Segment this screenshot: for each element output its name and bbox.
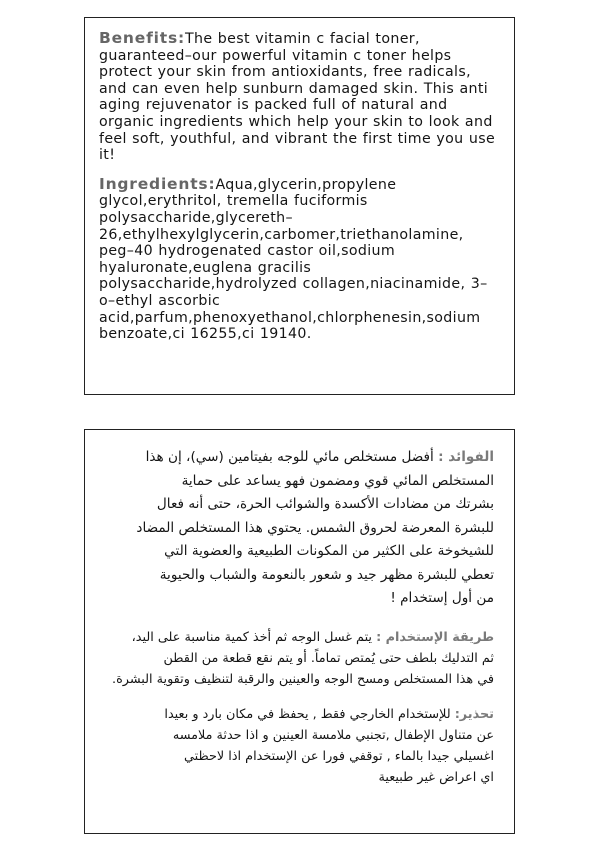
arabic-benefits-line: تعطي للبشرة مظهر جيد و شعور بالنعومة والشباب والحيوية: [159, 566, 494, 583]
arabic-warning-line: عن متناول الإطفال ,تجنبي ملامسة العينين و اذا حدثة ملامسه: [172, 727, 494, 743]
arabic-warning-heading: تحذير:: [454, 706, 494, 722]
arabic-usage-heading: طريقة الإستخدام :: [376, 629, 494, 645]
ingredients-text: Aqua,glycerin,propylene glycol,erythritol, tremella fuciformis polysaccharide,glycereth–26,ethylhexylglycerin,carbomer,triethanolamine, peg–40 hydrogenated castor oil,sodium hyaluronate,euglena gracilis polysaccharide,hydrolyzed collagen,niacinamide, 3–o–ethyl ascorbic acid,parfum,phenoxyethanol,chlorphenesin,sodium benzoate,ci 16255,ci 19140.: [99, 176, 488, 343]
arabic-benefits-line: الفوائد : أفضل مستخلص مائي للوجه بفيتامين (سي)، إن هذا: [145, 449, 494, 465]
english-text: [99, 30, 502, 343]
ingredients-heading: Ingredients:: [99, 174, 216, 193]
arabic-usage-line: ثم التدليك بلطف حتى يُمتص تماماً. أو يتم نقع قطعة من القطن: [163, 650, 494, 666]
arabic-benefits-heading: الفوائد :: [438, 449, 494, 465]
arabic-benefits-line: بشرتك من مضادات الأكسدة والشوائب الحرة، حتى أنه فعال: [156, 496, 494, 512]
arabic-benefits-paragraph: [99, 446, 494, 611]
arabic-text: [99, 446, 494, 788]
arabic-usage-line: طريقة الإستخدام : يتم غسل الوجه ثم أخذ كمية مناسبة على اليد،: [131, 629, 494, 645]
arabic-usage-line: في هذا المستخلص ومسح الوجه والعينين والرقبة لتنظيف وتقوية البشرة.: [112, 671, 494, 687]
benefits-heading: Benefits:: [99, 29, 185, 47]
arabic-label-box: [84, 429, 515, 834]
benefits-text: The best vitamin c facial toner, guaranteed–our powerful vitamin c toner helps protect your skin from antioxidants, free radicals, and can even help sunburn damaged skin. This anti aging rejuvenator is packed full of natural and organic ingredients which help your skin to look and feel soft, youthful, and vibrant the first time you use it!: [99, 31, 496, 164]
arabic-warning-line: اغسيلي جيدا بالماء , توقفي فورا عن الإستخدام اذا لاحظتي: [183, 748, 494, 764]
benefits-paragraph: [99, 30, 502, 164]
arabic-benefits-line: المستخلص المائي قوي ومضمون فهو يساعد على حماية: [181, 472, 494, 489]
arabic-warning-paragraph: [99, 704, 494, 788]
arabic-warning-line: تحذير: للإستخدام الخارجي فقط , يحفظ في مكان بارد و بعيدا: [164, 706, 494, 722]
arabic-benefits-line: للبشرة المعرضة لحروق الشمس. يحتوي هذا المستخلص المضاد: [136, 519, 494, 536]
arabic-warning-line: اي اعراض غير طبيعية: [378, 769, 494, 785]
arabic-benefits-line: من أول إستخدام !: [390, 590, 494, 606]
arabic-usage-paragraph: [99, 627, 494, 690]
arabic-benefits-line: للشيخوخة على الكثير من المكونات الطبيعية والعضوية التي: [164, 543, 494, 559]
ingredients-paragraph: [99, 176, 502, 343]
english-label-box: [84, 17, 515, 395]
